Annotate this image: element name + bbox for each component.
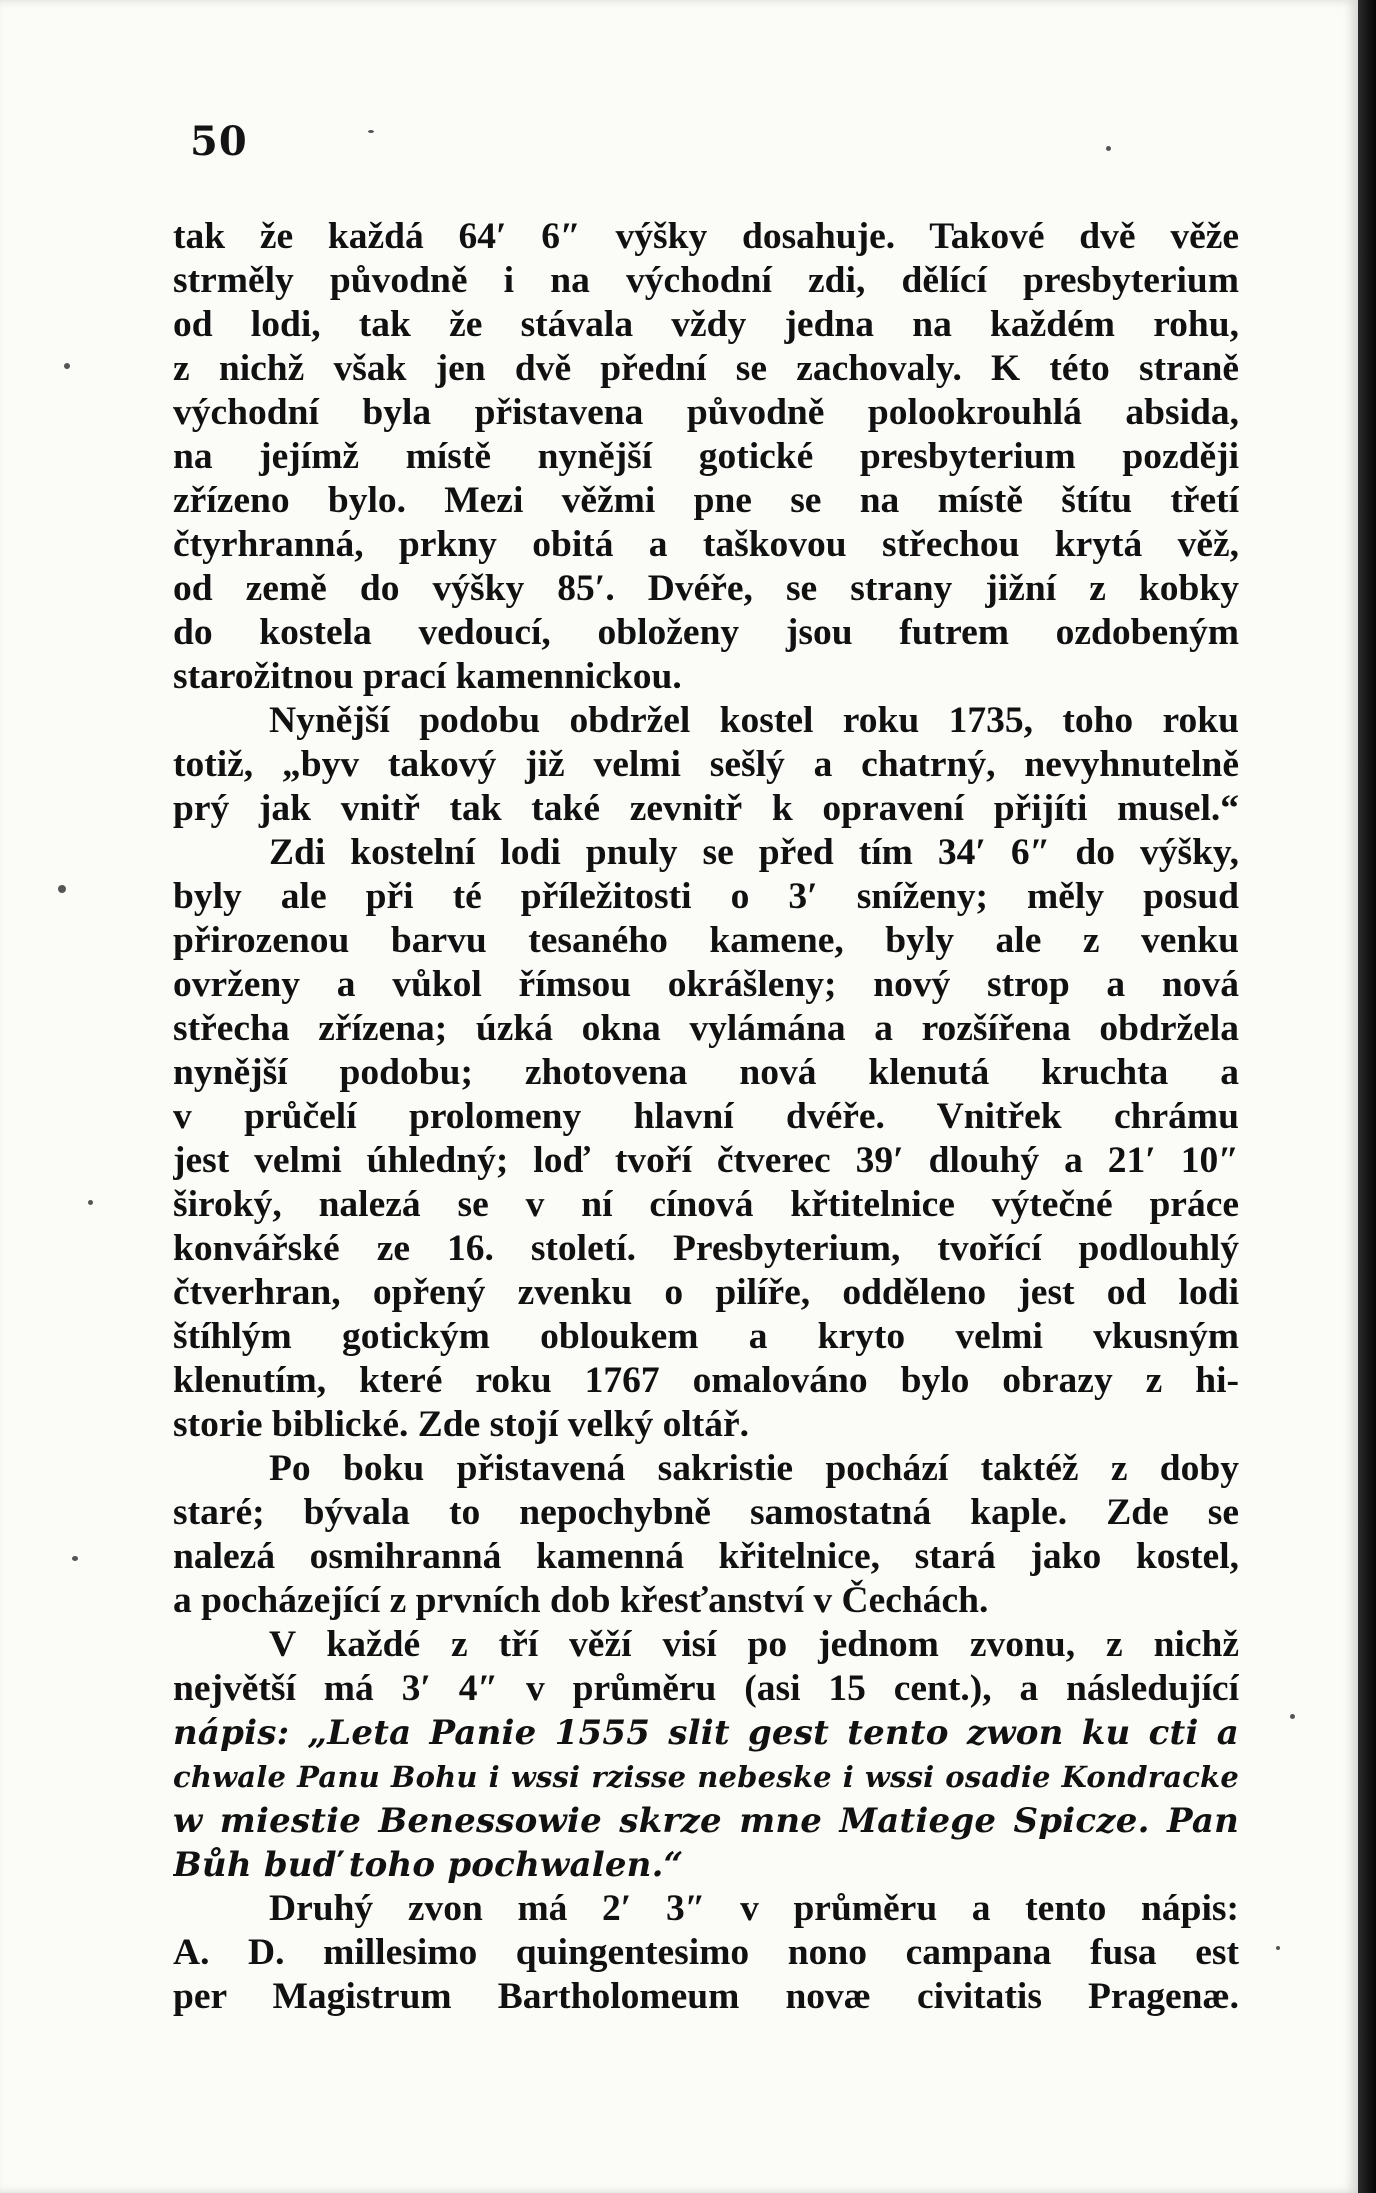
scan-speck	[1106, 146, 1111, 151]
text-line: z nichž však jen dvě přední se zachovaly. K této straně	[173, 348, 1239, 389]
scan-speck	[64, 363, 70, 369]
scan-speck	[1276, 1946, 1280, 1950]
text-line: konvářské ze 16. století. Presbyterium, tvořící podlouhlý	[173, 1228, 1239, 1269]
text-line: A. D. millesimo quingentesimo nono campana fusa est	[173, 1932, 1239, 1973]
text-line: byly ale při té příležitosti o 3′ sníženy; měly posud	[173, 876, 1239, 917]
text-line: střecha zřízena; úzká okna vylámána a rozšířena obdržela	[173, 1008, 1239, 1049]
fraktur-text-line: nápis: „Leta Panie 1555 slit gest tento zwon ku cti a	[173, 1713, 1239, 1753]
text-line: klenutím, které roku 1767 omalováno bylo obrazy z hi-	[173, 1360, 1239, 1401]
scan-speck	[88, 1200, 93, 1205]
text-line: Druhý zvon má 2′ 3″ v průměru a tento nápis:	[269, 1888, 1239, 1929]
text-line: v průčelí prolomeny hlavní dvéře. Vnitřek chrámu	[173, 1096, 1239, 1137]
text-line: nalezá osmihranná kamenná křitelnice, stará jako kostel,	[173, 1536, 1239, 1577]
text-line: od země do výšky 85′. Dvéře, se strany jižní z kobky	[173, 568, 1239, 609]
text-line: od lodi, tak že stávala vždy jedna na každém rohu,	[173, 304, 1239, 345]
page-edge-shadow	[1358, 0, 1376, 2193]
text-line: čtverhran, opřený zvenku o pilíře, odděleno jest od lodi	[173, 1272, 1239, 1313]
text-line: Zdi kostelní lodi pnuly se před tím 34′ 6″ do výšky,	[269, 832, 1239, 873]
text-line: prý jak vnitř tak také zevnitř k opravení přijíti musel.“	[173, 788, 1239, 829]
text-line: a pocházející z prvních dob křesťanství v Čechách.	[173, 1580, 989, 1621]
text-line: starožitnou prací kamennickou.	[173, 656, 682, 697]
text-line: staré; bývala to nepochybně samostatná kaple. Zde se	[173, 1492, 1239, 1533]
text-line: jest velmi úhledný; loď tvoří čtverec 39′ dlouhý a 21′ 10″	[173, 1140, 1239, 1181]
text-line: štíhlým gotickým obloukem a kryto velmi vkusným	[173, 1316, 1239, 1357]
page-number: 50	[190, 118, 248, 165]
text-line: široký, nalezá se v ní cínová křtitelnice výtečné práce	[173, 1184, 1239, 1225]
text-line: zřízeno bylo. Mezi věžmi pne se na místě štítu třetí	[173, 480, 1239, 521]
scan-speck	[72, 1556, 78, 1561]
body-text	[173, 215, 1239, 2019]
scan-speck	[58, 885, 66, 893]
text-line: na jejímž místě nynější gotické presbyterium později	[173, 436, 1239, 477]
text-line: východní byla přistavena původně polookrouhlá absida,	[173, 392, 1239, 433]
text-line: totiž, „byv takový již velmi sešlý a chatrný, nevyhnutelně	[173, 744, 1239, 785]
scan-speck	[368, 130, 374, 133]
fraktur-text-line: chwale Panu Bohu i wssi rzisse nebeske i wssi osadie Kondracke	[173, 1760, 1239, 1794]
scan-speck	[1290, 1714, 1295, 1719]
text-line: přirozenou barvu tesaného kamene, byly ale z venku	[173, 920, 1239, 961]
text-line: Po boku přistavená sakristie pochází taktéž z doby	[269, 1448, 1239, 1489]
text-line: V každé z tří věží visí po jednom zvonu, z nichž	[269, 1624, 1239, 1665]
text-line: do kostela vedoucí, obloženy jsou futrem ozdobeným	[173, 612, 1239, 653]
text-line: čtyrhranná, prkny obitá a taškovou střechou krytá věž,	[173, 524, 1239, 565]
text-line: ovrženy a vůkol římsou okrášleny; nový strop a nová	[173, 964, 1239, 1005]
text-line: nynější podobu; zhotovena nová klenutá kruchta a	[173, 1052, 1239, 1093]
text-line: největší má 3′ 4″ v průměru (asi 15 cent.), a následující	[173, 1668, 1239, 1709]
text-line: storie biblické. Zde stojí velký oltář.	[173, 1404, 749, 1445]
text-line: tak že každá 64′ 6″ výšky dosahuje. Takové dvě věže	[173, 216, 1239, 257]
text-line: per Magistrum Bartholomeum novæ civitatis Pragenæ.	[173, 1976, 1239, 2017]
text-line: Nynější podobu obdržel kostel roku 1735, toho roku	[269, 700, 1239, 741]
fraktur-text-line: w miestie Benessowie skrze mne Matiege Spicze. Pan	[173, 1801, 1239, 1841]
fraktur-text-line: Bůh buď toho pochwalen.“	[173, 1845, 684, 1885]
text-line: strměly původně i na východní zdi, dělící presbyterium	[173, 260, 1239, 301]
